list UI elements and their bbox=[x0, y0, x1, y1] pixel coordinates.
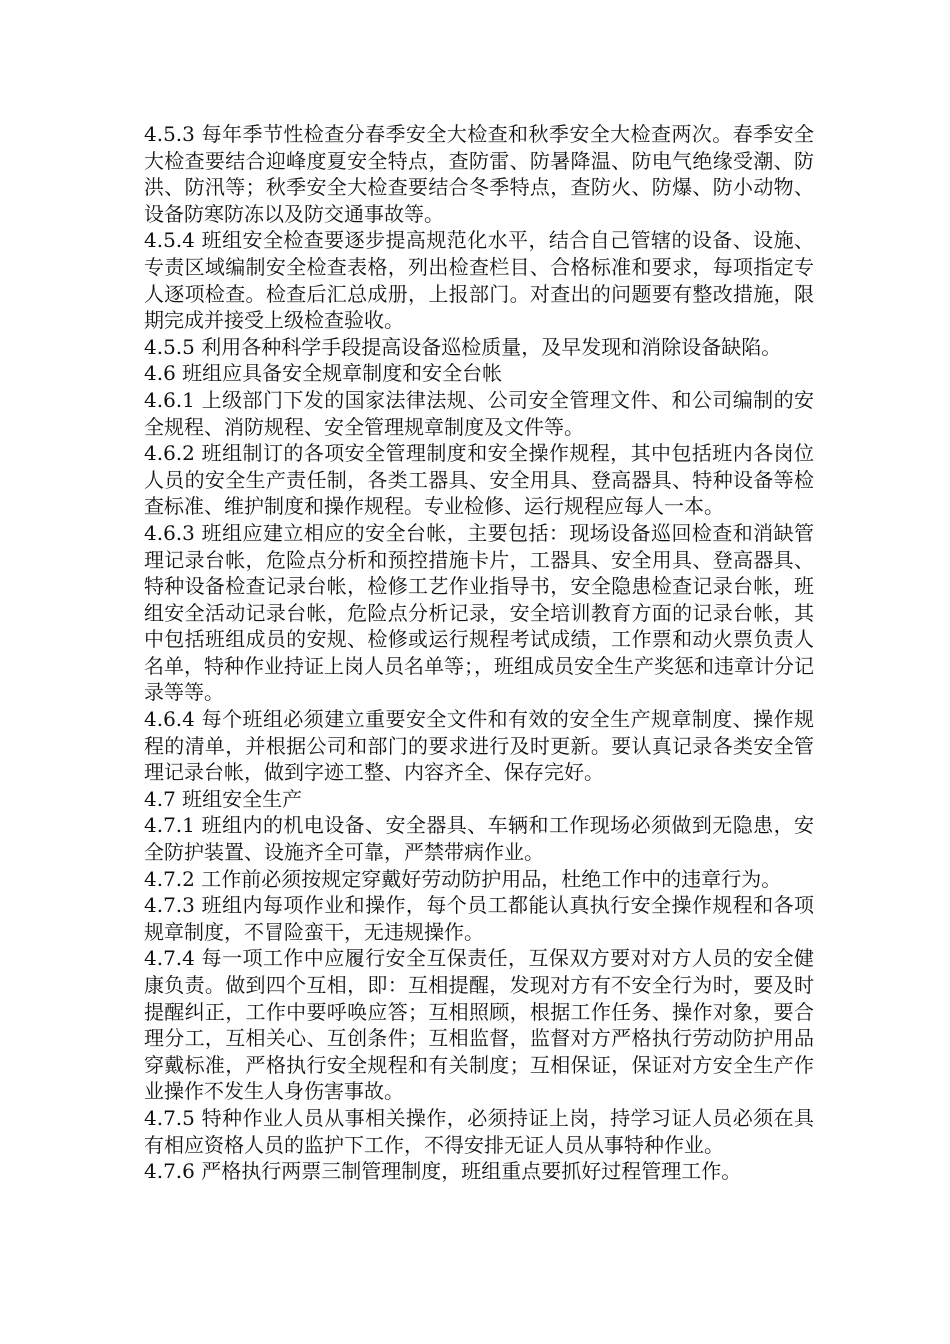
paragraph-4-7-1: 4.7.1 班组内的机电设备、安全器具、车辆和工作现场必须做到无隐患，安全防护装置、设施齐全可靠，严禁带病作业。 bbox=[144, 813, 814, 865]
paragraph-4-7-2: 4.7.2 工作前必须按规定穿戴好劳动防护用品，杜绝工作中的违章行为。 bbox=[144, 866, 782, 891]
paragraph-4-5-3: 4.5.3 每年季节性检查分春季安全大检查和秋季安全大检查两次。春季安全大检查要结合迎峰度夏安全特点，查防雷、防暑降温、防电气绝缘受潮、防洪、防汛等；秋季安全大检查要结合冬季特点，查防火、防爆、防小动物、设备防寒防冻以及防交通事故等。 bbox=[144, 122, 814, 226]
paragraph-4-5-5: 4.5.5 利用各种科学手段提高设备巡检质量，及早发现和消除设备缺陷。 bbox=[144, 334, 782, 359]
paragraph-4-6-1: 4.6.1 上级部门下发的国家法律法规、公司安全管理文件、和公司编制的安全规程、消防规程、安全管理规章制度及文件等。 bbox=[144, 387, 814, 439]
paragraph-4-6-4: 4.6.4 每个班组必须建立重要安全文件和有效的安全生产规章制度、操作规程的清单，并根据公司和部门的要求进行及时更新。要认真记录各类安全管理记录台帐，做到字迹工整、内容齐全、保存完好。 bbox=[144, 707, 814, 785]
paragraph-4-7-6: 4.7.6 严格执行两票三制管理制度，班组重点要抓好过程管理工作。 bbox=[144, 1159, 742, 1184]
paragraph-4-7-3: 4.7.3 班组内每项作业和操作，每个员工都能认真执行安全操作规程和各项规章制度，不冒险蛮干，无违规操作。 bbox=[144, 893, 814, 944]
section-heading-4-6: 4.6 班组应具备安全规章制度和安全台帐 bbox=[144, 361, 503, 386]
document-body bbox=[144, 121, 814, 1185]
paragraph-4-7-5: 4.7.5 特种作业人员从事相关操作，必须持证上岗，持学习证人员必须在具有相应资格人员的监护下工作，不得安排无证人员从事特种作业。 bbox=[144, 1105, 814, 1157]
paragraph-4-6-3: 4.6.3 班组应建立相应的安全台帐，主要包括：现场设备巡回检查和消缺管理记录台帐，危险点分析和预控措施卡片，工器具、安全用具、登高器具、特种设备检查记录台帐，检修工艺作业指导书，安全隐患检查记录台帐，班组安全活动记录台帐，危险点分析记录，安全培训教育方面的记录台帐，其中包括班组成员的安规、检修或运行规程考试成绩，工作票和动火票负责人名单，特种作业持证上岗人员名单等；，班组成员安全生产奖惩和违章计分记录等等。 bbox=[144, 520, 814, 705]
paragraph-4-5-4: 4.5.4 班组安全检查要逐步提高规范化水平，结合自己管辖的设备、设施、专责区域编制安全检查表格，列出检查栏目、合格标准和要求，每项指定专人逐项检查。检查后汇总成册，上报部门。对查出的问题要有整改措施，限期完成并接受上级检查验收。 bbox=[144, 228, 814, 333]
section-heading-4-7: 4.7 班组安全生产 bbox=[144, 786, 303, 811]
paragraph-4-6-2: 4.6.2 班组制订的各项安全管理制度和安全操作规程，其中包括班内各岗位人员的安全生产责任制，各类工器具、安全用具、登高器具、特种设备等检查标准、维护制度和操作规程。专业检修、运行规程应每人一本。 bbox=[144, 441, 814, 519]
paragraph-4-7-4: 4.7.4 每一项工作中应履行安全互保责任，互保双方要对对方人员的安全健康负责。做到四个互相，即：互相提醒，发现对方有不安全行为时，要及时提醒纠正，工作中要呼唤应答；互相照顾，根据工作任务、操作对象，要合理分工，互相关心、互创条件；互相监督，监督对方严格执行劳动防护用品穿戴标准，严格执行安全规程和有关制度；互相保证，保证对方安全生产作业操作不发生人身伤害事故。 bbox=[144, 946, 814, 1104]
